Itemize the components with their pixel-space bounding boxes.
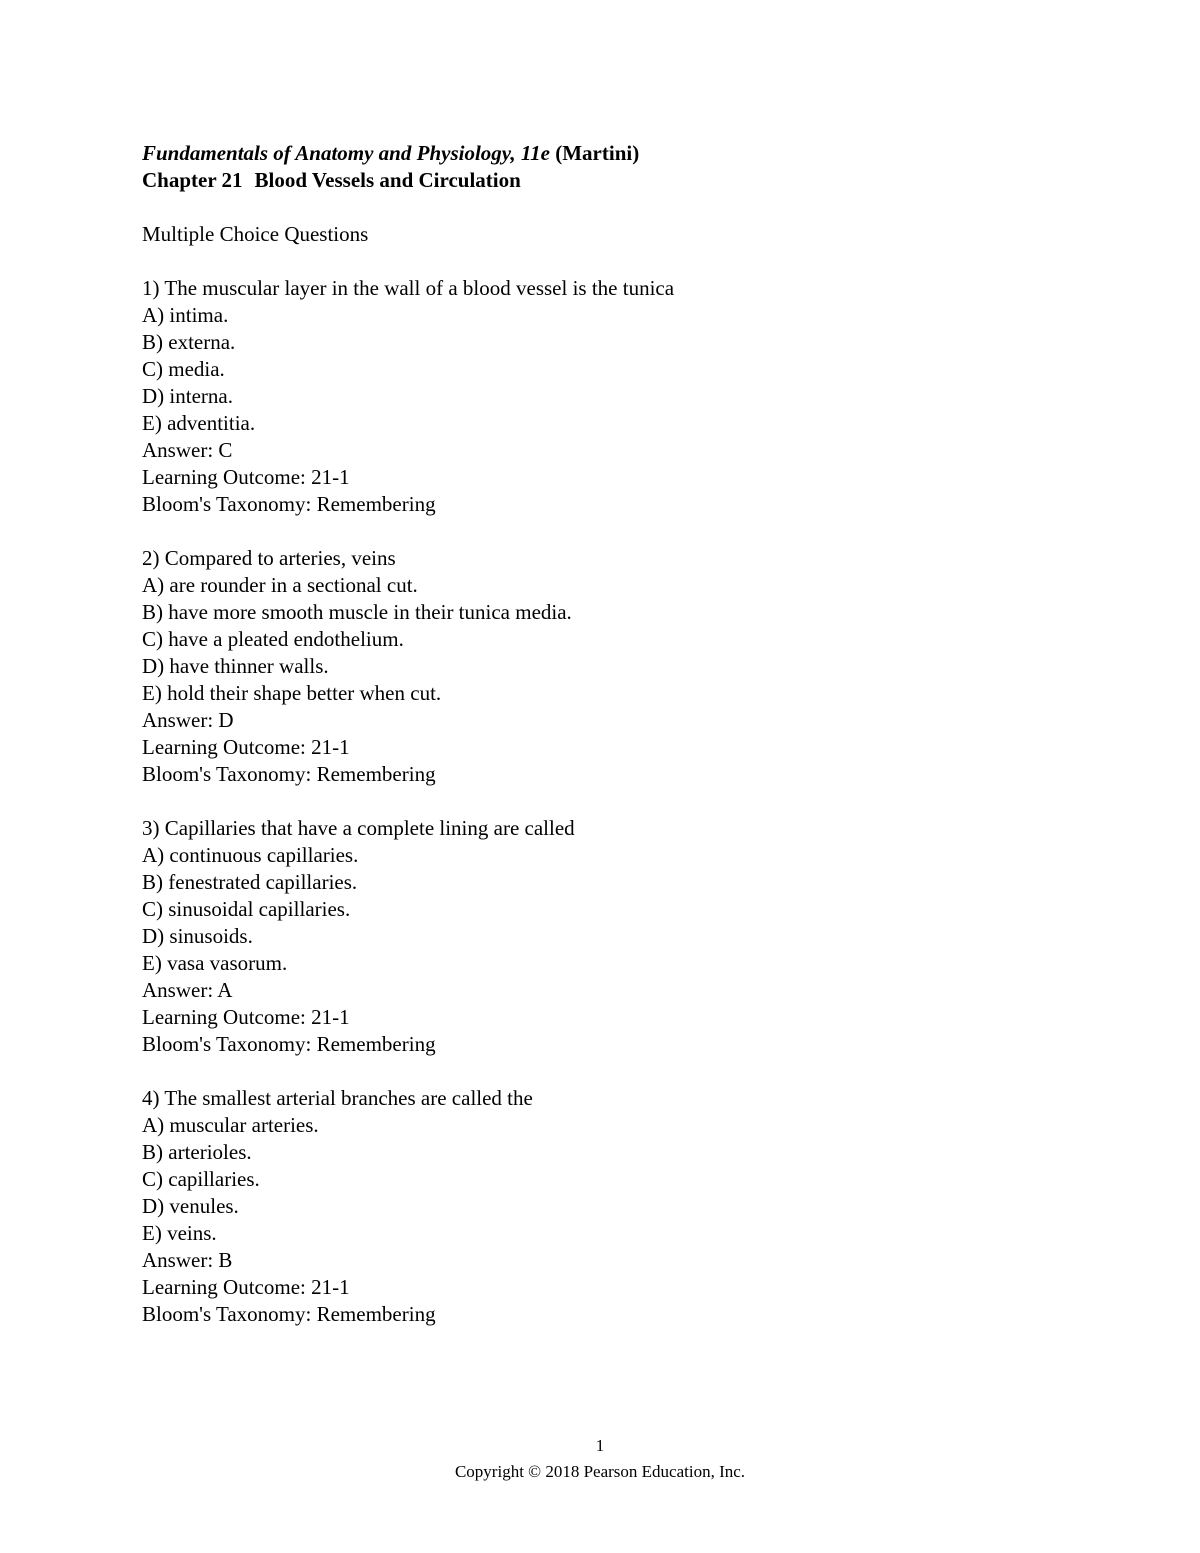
learning-outcome: Learning Outcome: 21-1 xyxy=(142,1275,350,1299)
option-d: D) have thinner walls. xyxy=(142,654,329,678)
option-b: B) externa. xyxy=(142,330,236,354)
answer: Answer: C xyxy=(142,438,233,462)
option-c: C) media. xyxy=(142,357,225,381)
blooms-taxonomy: Bloom's Taxonomy: Remembering xyxy=(142,762,436,786)
book-title-line xyxy=(142,140,1102,167)
option-a: A) are rounder in a sectional cut. xyxy=(142,573,418,597)
blooms-taxonomy: Bloom's Taxonomy: Remembering xyxy=(142,1302,436,1326)
option-d: D) sinusoids. xyxy=(142,924,253,948)
blooms-taxonomy: Bloom's Taxonomy: Remembering xyxy=(142,1032,436,1056)
option-b: B) fenestrated capillaries. xyxy=(142,870,358,894)
question-3 xyxy=(142,815,1102,1058)
page-number: 1 xyxy=(595,1436,605,1455)
learning-outcome: Learning Outcome: 21-1 xyxy=(142,465,350,489)
copyright-notice: Copyright © 2018 Pearson Education, Inc. xyxy=(454,1462,746,1481)
option-d: D) interna. xyxy=(142,384,233,408)
option-e: E) veins. xyxy=(142,1221,217,1245)
option-e: E) vasa vasorum. xyxy=(142,951,288,975)
option-c: C) sinusoidal capillaries. xyxy=(142,897,351,921)
option-b: B) have more smooth muscle in their tunica media. xyxy=(142,600,572,624)
question-stem: 3) Capillaries that have a complete lining are called xyxy=(142,816,575,840)
option-d: D) venules. xyxy=(142,1194,239,1218)
option-a: A) muscular arteries. xyxy=(142,1113,319,1137)
learning-outcome: Learning Outcome: 21-1 xyxy=(142,735,350,759)
section-title: Multiple Choice Questions xyxy=(142,222,369,246)
question-stem: 1) The muscular layer in the wall of a blood vessel is the tunica xyxy=(142,276,675,300)
page-content xyxy=(142,140,1102,1328)
question-1 xyxy=(142,275,1102,518)
option-a: A) continuous capillaries. xyxy=(142,843,359,867)
chapter-title: Blood Vessels and Circulation xyxy=(254,168,521,192)
author: (Martini) xyxy=(549,141,640,165)
question-2 xyxy=(142,545,1102,788)
question-stem: 2) Compared to arteries, veins xyxy=(142,546,396,570)
question-4 xyxy=(142,1085,1102,1328)
answer: Answer: A xyxy=(142,978,233,1002)
option-c: C) capillaries. xyxy=(142,1167,260,1191)
answer: Answer: B xyxy=(142,1248,233,1272)
learning-outcome: Learning Outcome: 21-1 xyxy=(142,1005,350,1029)
chapter-label: Chapter 21 xyxy=(142,168,243,192)
option-b: B) arterioles. xyxy=(142,1140,252,1164)
question-stem: 4) The smallest arterial branches are called the xyxy=(142,1086,533,1110)
option-e: E) adventitia. xyxy=(142,411,256,435)
option-e: E) hold their shape better when cut. xyxy=(142,681,442,705)
blooms-taxonomy: Bloom's Taxonomy: Remembering xyxy=(142,492,436,516)
book-title: Fundamentals of Anatomy and Physiology, 11e xyxy=(142,141,550,165)
option-c: C) have a pleated endothelium. xyxy=(142,627,404,651)
chapter-heading xyxy=(142,167,1102,194)
answer: Answer: D xyxy=(142,708,234,732)
option-a: A) intima. xyxy=(142,303,229,327)
